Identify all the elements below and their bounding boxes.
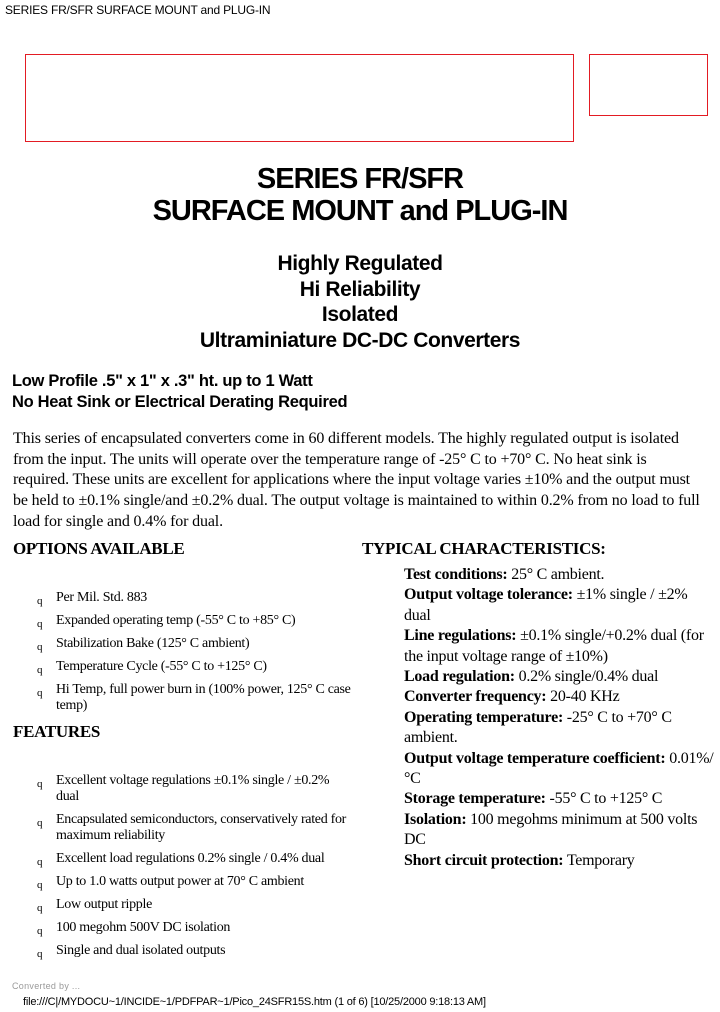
list-item-text: Single and dual isolated outputs <box>56 943 226 958</box>
characteristic-label: Operating temperature: <box>404 708 564 726</box>
list-item-text: Per Mil. Std. 883 <box>56 590 147 605</box>
characteristic-item <box>404 810 716 851</box>
bullet-icon: q <box>37 687 43 699</box>
characteristic-label: Output voltage temperature coefficient: <box>404 749 666 767</box>
bullet-icon: q <box>37 817 43 829</box>
converter-credit: Converted by ... <box>12 981 81 991</box>
bullet-icon: q <box>37 664 43 676</box>
bullet-icon: q <box>37 641 43 653</box>
characteristics-list <box>404 565 716 871</box>
options-heading: OPTIONS AVAILABLE <box>13 539 185 558</box>
list-item-text: Hi Temp, full power burn in (100% power, 125° C case temp) <box>56 682 351 713</box>
subtitle-block <box>0 251 720 353</box>
characteristic-item <box>404 789 716 809</box>
characteristic-label: Converter frequency: <box>404 688 547 706</box>
title-line-2: SURFACE MOUNT and PLUG-IN <box>152 195 568 227</box>
characteristic-label: Short circuit protection: <box>404 851 564 869</box>
characteristic-item <box>404 667 716 687</box>
characteristic-value: -55° C to +125° C <box>549 790 663 808</box>
characteristic-item <box>404 687 716 707</box>
characteristic-label: Isolation: <box>404 810 467 828</box>
bullet-icon: q <box>37 595 43 607</box>
list-item <box>13 613 353 629</box>
subtitle-line: Isolated <box>321 303 399 326</box>
list-item <box>13 590 353 606</box>
subtitle-line: Ultraminiature DC-DC Converters <box>199 328 521 352</box>
features-heading: FEATURES <box>13 722 101 741</box>
characteristic-item <box>404 749 716 790</box>
subtitle-line: Highly Regulated <box>277 252 443 275</box>
characteristic-item <box>404 851 716 871</box>
characteristic-value: -25° C to +70° C ambient. <box>404 708 672 747</box>
bullet-icon: q <box>37 856 43 868</box>
list-item <box>13 943 353 959</box>
characteristic-label: Output voltage tolerance: <box>404 586 573 604</box>
bullet-icon: q <box>37 879 43 891</box>
characteristic-item <box>404 708 716 749</box>
file-path-footer: file:///C|/MYDOCU~1/INCIDE~1/PDFPAR~1/Pico_24SFR15S.htm (1 of 6) [10/25/2000 9:18:13 AM] <box>23 996 486 1008</box>
list-item <box>13 773 353 805</box>
list-item-text: Excellent voltage regulations ±0.1% single / ±0.2% dual <box>56 773 330 804</box>
bullet-icon: q <box>37 925 43 937</box>
profile-line: Low Profile .5" x 1" x .3" ht. up to 1 Watt <box>12 372 313 390</box>
list-item <box>13 874 353 890</box>
list-item <box>13 812 353 844</box>
characteristic-value: Temporary <box>566 851 635 869</box>
banner-box-right <box>589 54 708 116</box>
subtitle-line: Hi Reliability <box>299 277 421 301</box>
page-header: SERIES FR/SFR SURFACE MOUNT and PLUG-IN <box>5 3 271 17</box>
characteristic-value: 25° C ambient. <box>511 566 605 583</box>
characteristic-item <box>404 626 716 667</box>
characteristic-label: Test conditions: <box>404 566 508 583</box>
list-item-text: Encapsulated semiconductors, conservatively rated for maximum reliability <box>56 812 347 843</box>
banner-box-left <box>25 54 574 142</box>
characteristic-item <box>404 565 716 585</box>
intro-paragraph: This series of encapsulated converters come in 60 different models. The highly regulated output is isolated from the input. The units will operate over the temperature range of -25° C to +70° C. No heat sink is required. These units are excellent for applications where the input voltage varies ±10% and the output must be held to ±0.1% single/and ±0.2% dual. The output voltage is maintained to within 0.2% from no load to full load for single and 0.4% for dual. <box>13 430 700 530</box>
list-item-text: Low output ripple <box>56 897 152 912</box>
list-item <box>13 682 353 714</box>
list-item-text: 100 megohm 500V DC isolation <box>56 920 231 935</box>
characteristic-label: Storage temperature: <box>404 790 546 808</box>
list-item-text: Stabilization Bake (125° C ambient) <box>56 636 250 651</box>
characteristic-value: 0.01%/°C <box>404 749 714 788</box>
page-title <box>0 163 720 227</box>
characteristic-value: 0.2% single/0.4% dual <box>518 668 659 686</box>
profile-line: No Heat Sink or Electrical Derating Required <box>12 393 348 411</box>
bullet-icon: q <box>37 948 43 960</box>
list-item <box>13 920 353 936</box>
list-item <box>13 897 353 913</box>
list-item-text: Up to 1.0 watts output power at 70° C ambient <box>56 874 304 889</box>
characteristic-label: Line regulations: <box>404 627 517 645</box>
bullet-icon: q <box>37 618 43 630</box>
list-item <box>13 659 353 675</box>
characteristic-item <box>404 585 716 626</box>
options-list <box>13 590 353 714</box>
characteristic-value: 100 megohms minimum at 500 volts DC <box>404 810 698 849</box>
characteristic-value: 20-40 KHz <box>550 688 620 706</box>
list-item <box>13 636 353 652</box>
list-item-text: Temperature Cycle (-55° C to +125° C) <box>56 659 267 674</box>
bullet-icon: q <box>37 902 43 914</box>
features-list <box>13 773 353 959</box>
characteristic-label: Load regulation: <box>404 668 515 686</box>
bullet-icon: q <box>37 778 43 790</box>
title-line-1: SERIES FR/SFR <box>256 163 464 195</box>
characteristic-value: ±0.1% single/+0.2% dual (for the input voltage range of ±10%) <box>404 627 704 665</box>
characteristics-heading: TYPICAL CHARACTERISTICS: <box>362 539 606 558</box>
list-item-text: Expanded operating temp (-55° C to +85° C) <box>56 613 296 628</box>
profile-block <box>12 371 347 413</box>
list-item-text: Excellent load regulations 0.2% single / 0.4% dual <box>56 851 325 866</box>
characteristic-value: ±1% single / ±2% dual <box>404 586 688 624</box>
list-item <box>13 851 353 867</box>
